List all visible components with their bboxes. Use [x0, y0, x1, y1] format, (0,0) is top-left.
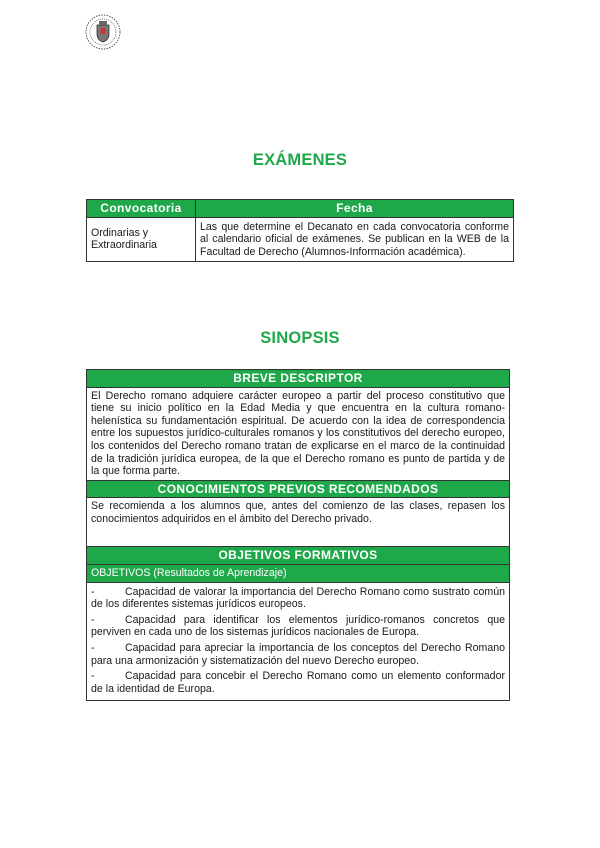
objetivos-list	[87, 582, 510, 701]
col-convocatoria: Convocatoria	[87, 200, 196, 218]
list-item: - Capacidad de valorar la importancia del Derecho Romano como sustrato común de los diferentes sistemas jurídicos europeos.	[91, 585, 505, 611]
breve-descriptor-header: BREVE DESCRIPTOR	[87, 370, 510, 388]
examenes-title: EXÁMENES	[252, 151, 348, 169]
col-fecha: Fecha	[196, 200, 514, 218]
fecha-cell: Las que determine el Decanato en cada convocatoria conforme al calendario oficial de exámenes. Se publican en la WEB de la Facultad de Derecho (Alumnos-Información académica).	[196, 217, 514, 262]
examenes-table	[86, 199, 514, 262]
breve-descriptor-text: El Derecho romano adquiere carácter europeo a partir del proceso constitutivo que tiene su inicio político en la Edad Media y que encuentra en la cultura romano-helenística su fundamentación espiritual. De acuerdo con la idea de correspondencia entre los supuestos jurídico-culturales romanos y los constitutivos del derecho europeo, los contenidos del Derecho romano tratan de explicarse en el marco de la continuidad de la tradición jurídica europea, de la que el Derecho romano es punto de partida y de la que forma parte.	[87, 387, 510, 480]
list-item: - Capacidad para concebir el Derecho Romano como un elemento conformador de la identidad de Europa.	[91, 670, 505, 695]
conocimientos-previos-text: Se recomienda a los alumnos que, antes del comienzo de las clases, repasen los conocimientos adquiridos en el ámbito del Derecho privado.	[87, 498, 510, 547]
convocatoria-cell: Ordinarias y Extraordinaria	[87, 217, 196, 262]
list-item: - Capacidad para apreciar la importancia de los conceptos del Derecho Romano para una armonización y sistematización del nuevo Derecho europeo.	[91, 641, 505, 667]
objetivos-formativos-header: OBJETIVOS FORMATIVOS	[87, 547, 510, 565]
objetivos-subheader: OBJETIVOS (Resultados de Aprendizaje)	[87, 564, 510, 582]
conocimientos-previos-header: CONOCIMIENTOS PREVIOS RECOMENDADOS	[87, 480, 510, 498]
sinopsis-table	[86, 369, 510, 701]
list-item: - Capacidad para identificar los elementos jurídico-romanos concretos que perviven en cada uno de los sistemas jurídicos nacionales de Europa.	[91, 613, 505, 639]
university-seal-icon	[85, 14, 121, 50]
table-row	[87, 217, 514, 262]
sinopsis-title: SINOPSIS	[260, 329, 340, 347]
